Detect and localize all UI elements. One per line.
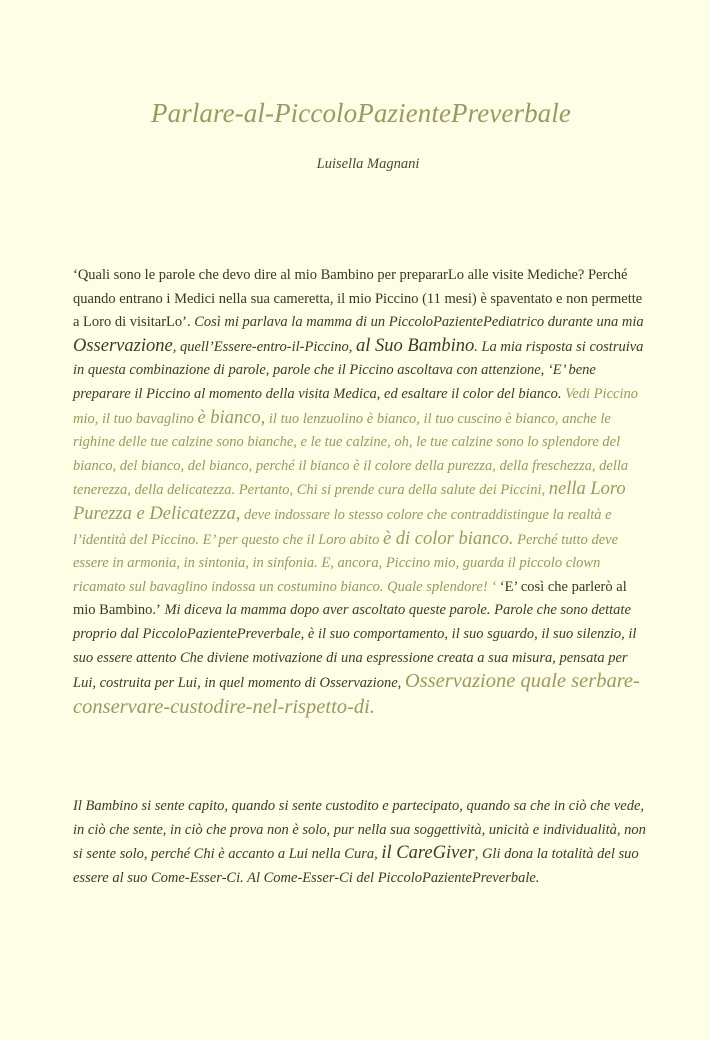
speech-to-child: deve indossare lo stesso colore che contraddistingue la realtà e l’identità del Piccino. E’ per questo che il Loro abito [73, 506, 612, 548]
emphasis-bianco: è bianco, [197, 407, 266, 428]
document-title: Parlare-al-PiccoloPazientePreverbale [151, 98, 571, 128]
narration-text: Il Bambino si sente capito, quando si sente custodito e partecipato, quando sa che in ciò che vede, in ciò che sente, in ciò che prova non è solo, pur nella sua soggettività, unicità e individualità, non si sente solo, perché Chi è accanto a Lui nella Cura, [73, 798, 646, 863]
narration-text: Così mi parlava la mamma di un PiccoloPazientePediatrico durante una mia [190, 314, 644, 331]
speech-to-child: Vedi Piccino mio, il tuo bavaglino [73, 385, 638, 427]
emphasis-caregiver: il CareGiver [381, 843, 475, 864]
narration-text: , quell’Essere-entro-il-Piccino, [172, 338, 357, 355]
narration-text: , Gli dona la totalità del suo essere al suo Come-Esser-Ci. Al Come-Esser-Ci del PiccoloPazientePreverbale. [73, 846, 639, 886]
author-name: Luisella Magnani [316, 156, 420, 172]
emphasis-suo-bambino: al Suo Bambino [356, 335, 475, 356]
narration-text: Mi diceva la mamma dopo aver ascoltato queste parole. Parole che sono dettate proprio dal PiccoloPazientePreverbale, è il suo comportamento, il suo sguardo, il suo silenzio, il suo essere attento Che diviene motivazione di una espressione creata a sua misura, pensata per Lui, costruita per Lui, in quel momento di Osservazione, [73, 602, 637, 692]
paragraph-1 [73, 264, 648, 721]
paragraph-2 [73, 795, 648, 890]
emphasis-serbare: Osservazione quale serbare-conservare-custodire-nel-rispetto-di. [73, 670, 640, 718]
speech-to-child: il tuo lenzuolino è bianco, il tuo cuscino è bianco, anche le righine delle tue calzine sono bianche, e le tue calzine, oh, le tue calzine sono lo splendore del bianco, del bianco, del bianco, perché il bianco è il colore della purezza, della freschezza, della tenerezza, della delicatezza. Pertanto, Chi si prende cura della salute dei Piccini, [73, 410, 629, 499]
speech-to-child: Perché tutto deve essere in armonia, in sintonia, in sinfonia. E, ancora, Piccino mio, guarda il piccolo clown ricamato sul bavaglino indossa un costumino bianco. Quale splendore! ‘ [73, 531, 619, 595]
mother-question: ‘Quali sono le parole che devo dire al mio Bambino per prepararLo alle visite Mediche? Perché quando entrano i Medici nella sua cameretta, il mio Piccino (11 mesi) è spaventato e non permette a Loro di visitarLo’. [73, 267, 643, 331]
emphasis-osservazione: Osservazione [73, 335, 173, 356]
mother-reply: ‘E’ così che parlerò al mio Bambino.’ [73, 578, 627, 619]
emphasis-purezza: nella Loro Purezza e Delicatezza, [73, 479, 626, 524]
narration-text: . La mia risposta si costruiva in questa combinazione di parole, parole che il Piccino ascoltava con attenzione, ‘E’ bene preparare il Piccino al momento della visita Medica, ed esaltare il color del bianco. [73, 338, 644, 402]
emphasis-color-bianco: è di color bianco. [382, 528, 514, 549]
